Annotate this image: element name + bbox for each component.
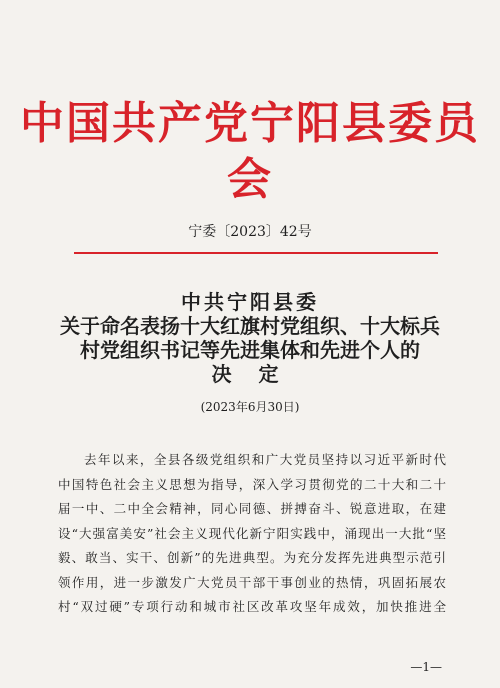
body-line: 中国特色社会主义思想为指导，深入学习贯彻党的二十大和二十 bbox=[58, 476, 446, 492]
title-line-1: 中共宁阳县委 bbox=[181, 290, 319, 314]
body-line: 届一中、二中全会精神，同心同德、拼搏奋斗、锐意进取，在建 bbox=[58, 501, 446, 516]
body-line: 去年以来，全县各级党组织和广大党员坚持以习近平新时代 bbox=[84, 452, 446, 467]
document-number: 宁委〔2023〕42号 bbox=[188, 224, 312, 240]
title-line-4: 决 定 bbox=[211, 362, 289, 386]
body-line: 毅、敢当、实干、创新”的先进典型。为充分发挥先进典型示范引 bbox=[58, 550, 446, 565]
document-title bbox=[40, 290, 460, 386]
body-line: 领作用，进一步激发广大党员干部干事创业的热情，巩固拓展农 bbox=[58, 574, 446, 590]
page-number: —1— bbox=[410, 660, 442, 674]
body-paragraph bbox=[58, 448, 446, 620]
title-line-3: 村党组织书记等先进集体和先进个人的 bbox=[80, 338, 420, 362]
body-line: 设“大强富美安”社会主义现代化新宁阳实践中，涌现出一大批“坚 bbox=[58, 525, 446, 541]
document-date: (2023年6月30日) bbox=[200, 400, 300, 414]
body-line: 村“双过硬”专项行动和城市社区改革攻坚年成效，加快推进全 bbox=[58, 599, 446, 614]
red-divider-line bbox=[74, 252, 438, 254]
title-line-2: 关于命名表扬十大红旗村党组织、十大标兵 bbox=[60, 314, 440, 338]
issuing-org-header: 中国共产党宁阳县委员会 bbox=[20, 98, 480, 205]
